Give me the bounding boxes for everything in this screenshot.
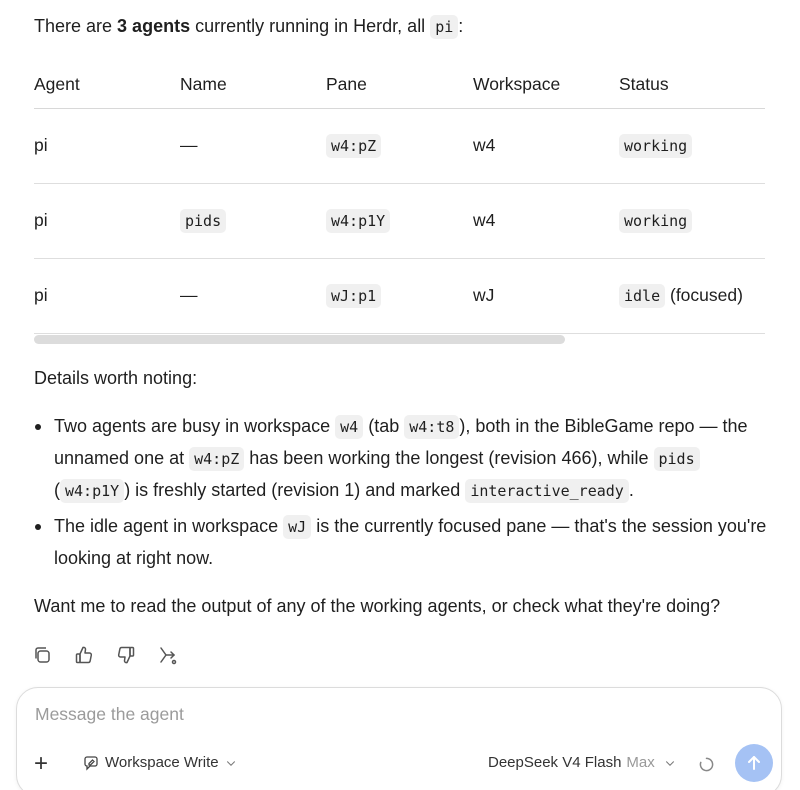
arrow-up-icon xyxy=(745,754,763,772)
pane-code: w4:p1Y xyxy=(326,209,390,233)
column-header-workspace: Workspace xyxy=(473,62,619,108)
chevron-down-icon xyxy=(225,757,237,769)
cell-workspace: wJ xyxy=(473,258,619,333)
cell-pane xyxy=(326,183,473,258)
cell-agent: pi xyxy=(34,258,180,333)
note-code: pids xyxy=(654,447,700,471)
branch-button[interactable] xyxy=(158,643,200,667)
note-text: . xyxy=(628,480,634,500)
message-actions xyxy=(32,643,200,667)
note-text: Two agents are busy in workspace xyxy=(54,416,336,436)
send-button[interactable] xyxy=(735,744,773,782)
message-composer xyxy=(16,687,782,790)
status-note: (focused) xyxy=(665,285,743,305)
intro-text xyxy=(34,14,463,39)
note-text: The idle agent in workspace xyxy=(54,516,284,536)
table-row xyxy=(34,108,765,183)
follow-up-question: Want me to read the output of any of the working agents, or check what they're doing? xyxy=(34,596,721,616)
notes-list xyxy=(34,411,774,578)
model-selector[interactable] xyxy=(488,754,676,771)
workspace-mode-label: Workspace Write xyxy=(105,754,219,771)
model-tier: Max xyxy=(626,754,655,771)
note-code: w4:pZ xyxy=(189,447,244,471)
note-text: (tab xyxy=(363,416,405,436)
intro-middle: currently running in Herdr, all xyxy=(190,16,431,36)
column-header-agent: Agent xyxy=(34,62,180,108)
status-code: working xyxy=(619,134,692,158)
note-text: is the currently focused pane — that's the session you're looking at right now. xyxy=(54,516,767,568)
pane-code: w4:pZ xyxy=(326,134,381,158)
cell-status xyxy=(619,183,765,258)
copy-button[interactable] xyxy=(32,643,74,667)
thumbs-up-icon xyxy=(74,645,94,665)
table-row xyxy=(34,258,765,333)
cell-agent: pi xyxy=(34,183,180,258)
message-input[interactable] xyxy=(35,704,735,725)
cell-name: — xyxy=(180,258,326,333)
table-header-row xyxy=(34,62,765,108)
note-code: w4:t8 xyxy=(404,415,459,439)
model-name: DeepSeek V4 Flash xyxy=(488,754,622,771)
column-header-status: Status xyxy=(619,62,765,108)
cell-workspace: w4 xyxy=(473,108,619,183)
status-code: working xyxy=(619,209,692,233)
cell-name xyxy=(180,183,326,258)
list-item xyxy=(34,511,774,574)
column-header-pane: Pane xyxy=(326,62,473,108)
workspace-mode-dropdown[interactable] xyxy=(83,754,237,771)
note-text: ), both in the BibleGame repo — the unnamed one at xyxy=(54,416,748,468)
cell-status xyxy=(619,108,765,183)
list-item xyxy=(34,411,774,507)
cell-pane xyxy=(326,258,473,333)
cell-agent: pi xyxy=(34,108,180,183)
intro-prefix: There are xyxy=(34,16,118,36)
cell-workspace: w4 xyxy=(473,183,619,258)
cell-status xyxy=(619,258,765,333)
thumbs-down-icon xyxy=(116,645,136,665)
cell-pane xyxy=(326,108,473,183)
dislike-button[interactable] xyxy=(116,643,158,667)
intro-code: pi xyxy=(430,15,458,39)
like-button[interactable] xyxy=(74,643,116,667)
copy-icon xyxy=(32,645,52,665)
branch-icon xyxy=(158,645,178,665)
intro-bold: 3 agents xyxy=(117,16,191,36)
agents-table-container xyxy=(34,62,765,334)
column-header-name: Name xyxy=(180,62,326,108)
note-code: w4 xyxy=(335,415,363,439)
intro-suffix: : xyxy=(458,16,464,36)
chevron-down-icon xyxy=(664,757,676,769)
note-code: w4:p1Y xyxy=(60,479,124,503)
name-code: pids xyxy=(180,209,226,233)
table-horizontal-scrollbar[interactable] xyxy=(34,335,565,344)
loading-spinner-icon xyxy=(699,757,714,772)
plus-icon: + xyxy=(33,750,48,777)
note-code: interactive_ready xyxy=(465,479,629,503)
cell-name: — xyxy=(180,108,326,183)
note-text: ) is freshly started (revision 1) and marked xyxy=(124,480,466,500)
note-code: wJ xyxy=(283,515,311,539)
pane-code: wJ:p1 xyxy=(326,284,381,308)
note-text: ( xyxy=(54,480,60,500)
details-heading: Details worth noting: xyxy=(34,368,198,388)
edit-shield-icon xyxy=(83,755,99,771)
agents-table xyxy=(34,62,765,334)
note-text: has been working the longest (revision 466), while xyxy=(244,448,654,468)
status-code: idle xyxy=(619,284,665,308)
table-row xyxy=(34,183,765,258)
add-attachment-button[interactable] xyxy=(26,749,56,779)
